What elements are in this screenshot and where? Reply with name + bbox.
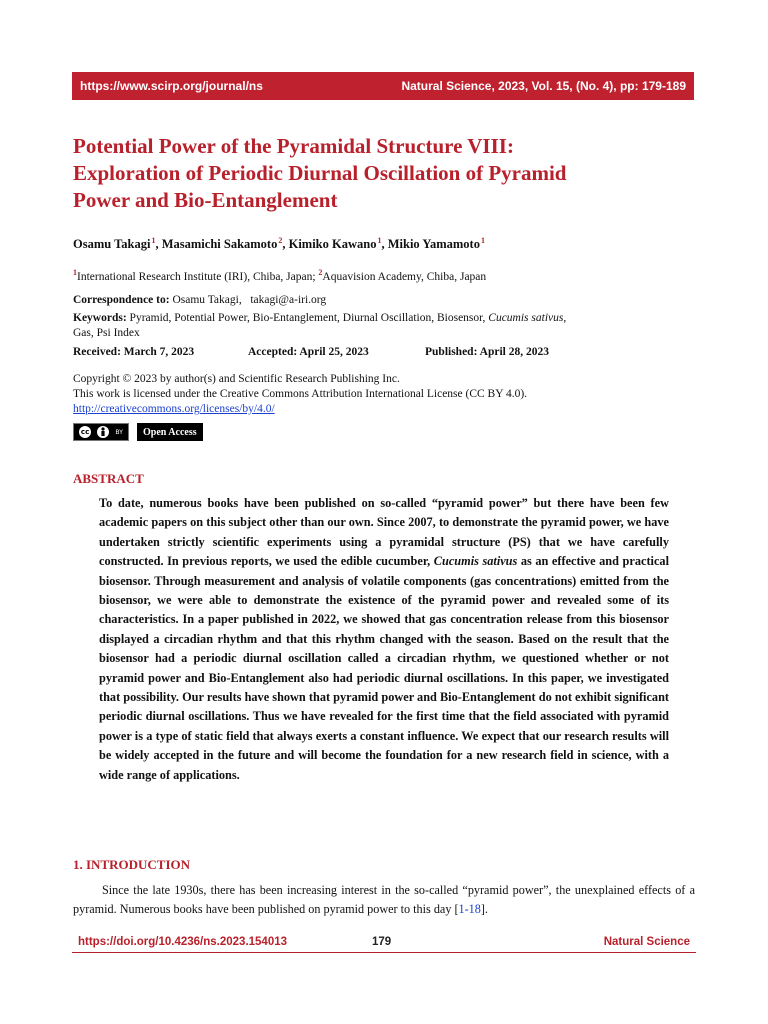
keywords-italic: Cucumis sativus (488, 312, 564, 324)
correspondence-name: Osamu Takagi, (172, 294, 242, 306)
introduction-heading: 1. INTRODUCTION (73, 857, 191, 872)
copyright-line: Copyright © 2023 by author(s) and Scientific Research Publishing Inc. (73, 373, 400, 385)
received-date: Received: March 7, 2023 (73, 346, 195, 358)
keywords-text: Pyramid, Potential Power, Bio-Entanglement, Diurnal Oscillation, Biosensor, (129, 312, 489, 324)
correspondence-label: Correspondence to: (73, 294, 170, 306)
author-affiliation-mark: 1 (151, 236, 156, 245)
author-affiliation-mark: 2 (278, 236, 283, 245)
author-name: Masamichi Sakamoto (161, 237, 278, 252)
author-list: Osamu Takagi$^1$, Masamichi Sakamoto$^2$, Kimiko Kawano$^1$, Mikio Yamamoto$^1$ (73, 236, 485, 252)
author-name: Kimiko Kawano (288, 237, 377, 252)
page-footer (78, 936, 690, 956)
abstract-part-1: To date, numerous books have been published on so-called “pyramid power” but there have been few academic papers on this subject other than our own. Since 2007, to demonstrate the pyramid power, we have undertaken strictly scientific experiments using a pyramidal structure (PS) that we have carefully constructed. In previous reports, we used the edible cucumber, (99, 496, 669, 569)
author-affiliation-mark: 1 (377, 236, 382, 245)
license-link[interactable]: http://creativecommons.org/licenses/by/4.0/ (73, 403, 275, 415)
journal-header-bar (72, 72, 694, 100)
affiliations (73, 268, 486, 283)
abstract-part-2: as an effective and practical biosensor. Through measurement and analysis of volatile components (gas concentrations) emitted from the biosensor, we were able to demonstrate the existence of the pyramid power and revealed some of its characteristics. In a paper published in 2022, we showed that gas concentration release from this biosensor displayed a circadian rhythm and that this rhythm changed with the season. Based on the result that the biosensor had a periodic diurnal oscillation called a circadian rhythm, we questioned whether or not pyramid power and Bio-Entanglement also had periodic diurnal oscillations. In this paper, we investigated that possibility. Our results have shown that pyramid power and Bio-Entanglement do not exhibit significant periodic diurnal oscillations. Thus we have revealed for the first time that the field associated with pyramid power is a type of static field that always exerts a constant influence. We expect that our research results will be widely accepted in the future and will become the foundation for a new research field in science, with a wide range of applications. (99, 554, 669, 782)
affiliation-1: International Research Institute (IRI), Chiba, Japan; (77, 270, 319, 283)
accepted-date: Accepted: April 25, 2023 (248, 346, 369, 358)
affiliation-2: Aquavision Academy, Chiba, Japan (322, 270, 487, 283)
correspondence-email[interactable]: takagi@a-iri.org (250, 294, 327, 306)
abstract-text (99, 494, 669, 785)
keywords-label: Keywords: (73, 312, 127, 324)
person-icon (97, 426, 109, 438)
keywords-text-2: , (563, 312, 567, 324)
title-line-1: Potential Power of the Pyramidal Structure VIII: (73, 134, 514, 158)
keywords-line-2: Gas, Psi Index (73, 327, 140, 339)
doi-link[interactable]: https://doi.org/10.4236/ns.2023.154013 (78, 936, 288, 948)
paper-title (73, 133, 713, 214)
footer-journal-name: Natural Science (603, 936, 690, 948)
footer-divider (72, 952, 696, 953)
introduction-text (73, 881, 695, 919)
author-name: Osamu Takagi (73, 237, 151, 252)
title-line-3: Power and Bio-Entanglement (73, 188, 338, 212)
correspondence (73, 293, 326, 308)
author-name: Mikio Yamamoto (387, 237, 480, 252)
journal-url-link[interactable]: https://www.scirp.org/journal/ns (80, 79, 263, 93)
copyright-block (73, 372, 527, 417)
cc-by-badge[interactable] (73, 423, 129, 441)
by-label: BY (115, 428, 123, 436)
affiliation-mark: 2 (318, 268, 323, 277)
journal-citation: Natural Science, 2023, Vol. 15, (No. 4), pp: 179-189 (401, 79, 686, 93)
affiliation-mark: 1 (73, 268, 77, 277)
license-line: This work is licensed under the Creative Commons Attribution International License (CC BY 4.0). (73, 388, 528, 400)
abstract-species: Cucumis sativus (433, 554, 518, 569)
page-number: 179 (372, 936, 392, 948)
keywords (73, 311, 643, 341)
open-access-badge[interactable]: Open Access (137, 423, 203, 441)
reference-link[interactable]: 1-18 (458, 902, 481, 916)
author-affiliation-mark: 1 (480, 236, 485, 245)
license-badges (73, 423, 203, 441)
introduction-body: Since the late 1930s, there has been increasing interest in the so-called “pyramid power”, the unexplained effects of a pyramid. Numerous books have been published on pyramid power to this day [ (73, 883, 695, 916)
title-line-2: Exploration of Periodic Diurnal Oscillation of Pyramid (73, 161, 567, 185)
published-date: Published: April 28, 2023 (425, 346, 549, 358)
introduction-end: ]. (480, 902, 488, 916)
abstract-heading: ABSTRACT (73, 471, 144, 486)
cc-icon: cc (80, 428, 90, 436)
